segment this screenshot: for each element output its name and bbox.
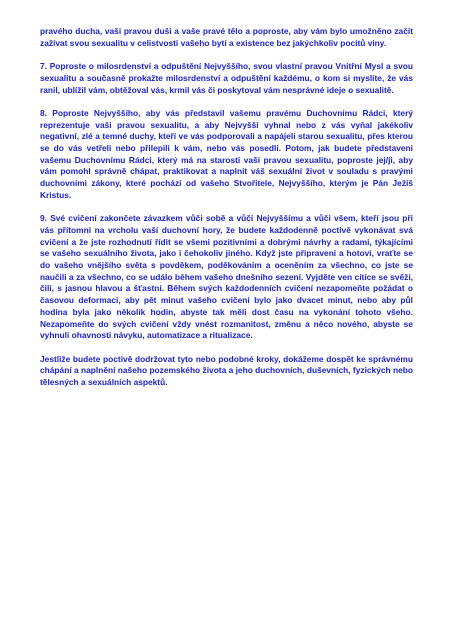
paragraph-step-8: 8. Poproste Nejvyššího, aby vás představil vašemu pravému Duchovnímu Rádci, který reprezentuje vaši pravou sexualitu, a aby Nejvyšší vyhnal nebo z vás vyňal jakékoliv negativní, zlé a temné duchy, kteří ve vás podporovali a napájeli starou sexualitu, přes kterou se do vás vetřeli nebo přilepili k vám, nebo vás posedli. Potom, jak budete představeni vašemu Duchovnímu Rádci, který má na starosti vaši pravou sexualitu, poproste jej/ji, aby vám pomohl správně chápat, praktikovat a naplnit váš sexuální život v souladu s pravými duchovními zákony, které pochází od vašeho Stvořitele, Nejvyššího, kterým je Pán Ježíš Kristus. [40,107,413,200]
paragraph-step-9: 9. Své cvičení zakončete závazkem vůči sobě a vůči Nejvyššímu a vůči všem, kteří jsou při vás přítomni na vrcholu vaší duchovní hory, že budete každodenně poctivě vykonávat svá cvičení a že jste rozhodnutí řídit se všemi pozitivními a dobrými návrhy a radami, týkajícími se vašeho sexuálního života, jako i čehokoliv jiného. Když jste připraveni a hotovi, vraťte se do vašeho vnějšího světa s povděkem, poděkováním a oceněním za všechno, co jste se naučili a za všechno, co se událo během vašeho dnešního sezení. Vyjděte ven cítíce se svěží, čilí, s jasnou hlavou a šťastní. Během svých každodenních cvičení nezapomeňte požádat o časovou deformaci, aby pět minut vašeho cvičení bylo jako dvacet minut, nebo aby půl hodina byla jako několik hodin, abyste tak měli dost času na vykonání tohoto všeho. Nezapomeňte do svých cvičení vždy vnést rozmanitost, změnu a něco nového, abyste se vyhnuli ohavnosti návyku, automatizace a ritualizace. [40,213,413,341]
paragraph-conclusion: Jestliže budete poctivě dodržovat tyto nebo podobné kroky, dokážeme dospět ke správnému chápání a naplnění našeho pozemského života a jeho duchovních, duševních, fyzických nebo tělesných a sexuálních aspektů. [40,353,413,388]
paragraph-intro-continued: pravého ducha, vaši pravou duši a vaše pravé tělo a poproste, aby vám bylo umožněno začít zažívat svou sexualitu v celistvosti vašeho bytí a existence bez jakýchkoliv pocitů viny. [40,26,413,48]
document-page [40,26,413,400]
paragraph-step-7: 7. Poproste o milosrdenství a odpuštění Nejvyššího, svou vlastní pravou Vnitřní Mysl a svou sexualitu a současně prokažte milosrdenství a odpuštění každému, o kom si myslíte, že vás ranil, ublížil vám, obtěžoval vás, krmil vás či poskytoval vám nesprávné ideje o sexualitě. [40,61,413,95]
